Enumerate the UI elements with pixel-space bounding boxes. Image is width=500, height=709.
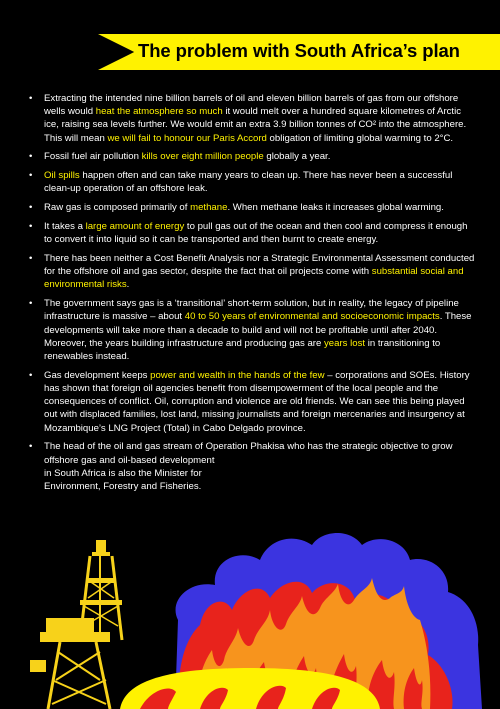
highlighted-text: power and wealth in the hands of the few (150, 369, 325, 381)
body-text: to pull gas out of the ocean and then cool and compress it enough to convert it into liquid so it can be transported and then burnt to create energy. (44, 221, 468, 246)
body-text: The government says gas is a ‘transitional’ short-term solution, but in reality, the legacy of pipeline infrastructure is massive – about (44, 298, 459, 323)
highlighted-text: methane (190, 202, 228, 214)
bullet-point (22, 369, 478, 435)
highlighted-text: Oil spills (44, 170, 80, 182)
body-text: globally a year. (263, 151, 331, 163)
body-text: it would melt over a hundred square kilometres of Arctic ice, raising sea levels further. We would emit an extra 3.9 billion tonnes of CO² into the atmosphere. This will mean (44, 106, 467, 144)
body-text: Gas development keeps (44, 369, 151, 381)
body-text: Raw gas is composed primarily of (44, 202, 191, 214)
bullet-point (22, 440, 478, 493)
highlighted-text: large amount of energy (85, 221, 185, 232)
body-text: – corporations and SOEs. History has shown that foreign oil agencies benefit from disempowerment of the local people and the consequences of conflict. Oil, corruption and violence are old friends. We can see this being played out with displaced families, lost land, missing journalists and foreign mercenaries and insurgency at Mozambique’s LNG Project (Total) in Cabo Delgado province. (44, 369, 470, 434)
flame-outer (179, 582, 453, 709)
page-title: The problem with South Africa’s plan (138, 40, 460, 61)
bullet-point (22, 150, 478, 163)
fire-icon (199, 578, 431, 709)
oil-rig-icon (30, 540, 122, 709)
bullet-point (22, 252, 478, 292)
highlighted-text: substantial social and environmental risks (44, 266, 464, 291)
bullet-list (22, 92, 478, 499)
highlighted-text: 40 to 50 years of environmental and socioeconomic impacts (184, 311, 440, 323)
bullet-point (22, 92, 478, 145)
highlighted-text: kills over eight million people (141, 151, 264, 163)
bullet-point (22, 220, 478, 246)
bullet-point (22, 297, 478, 363)
body-text: There has been neither a Cost Benefit Analysis nor a Strategic Environmental Assessment conducted for the offshore oil and gas sector, despite the fact that oil projects come with (44, 253, 475, 278)
bullet-point (22, 201, 478, 214)
highlighted-text: heat the atmosphere so much (95, 106, 223, 118)
body-text: The head of the oil and gas stream of Operation Phakisa who has the strategic objective to grow offshore gas and oil-based development (44, 441, 453, 466)
tank-base (120, 668, 380, 709)
body-text: obligation of limiting global warming to 2°C. (266, 132, 454, 144)
body-text: . These developments will take more than a decade to build and will not be profitable until after 2040. Moreover, the years building infrastructure and producing gas are (44, 311, 472, 349)
highlighted-text: years lost (323, 337, 366, 349)
smoke-cloud (175, 533, 482, 709)
body-text: in transitioning to renewables instead. (44, 337, 441, 363)
body-text: happen often and can take many years to clean up. There has never been a successful clean-up operation of an offshore leak. (44, 170, 453, 195)
body-text: Fossil fuel air pollution (44, 151, 142, 163)
highlighted-text: we will fail to honour our Paris Accord (107, 132, 267, 144)
bullet-point (22, 169, 478, 195)
body-text: It takes a (44, 221, 86, 232)
body-text: in South Africa is also the Minister for Environment, Forestry and Fisheries. (44, 467, 202, 493)
body-text: . (126, 279, 130, 291)
body-text: . When methane leaks it increases global warming. (227, 202, 444, 214)
body-text: Extracting the intended nine billion barrels of oil and eleven billion barrels of gas from our offshore wells would (44, 93, 459, 118)
